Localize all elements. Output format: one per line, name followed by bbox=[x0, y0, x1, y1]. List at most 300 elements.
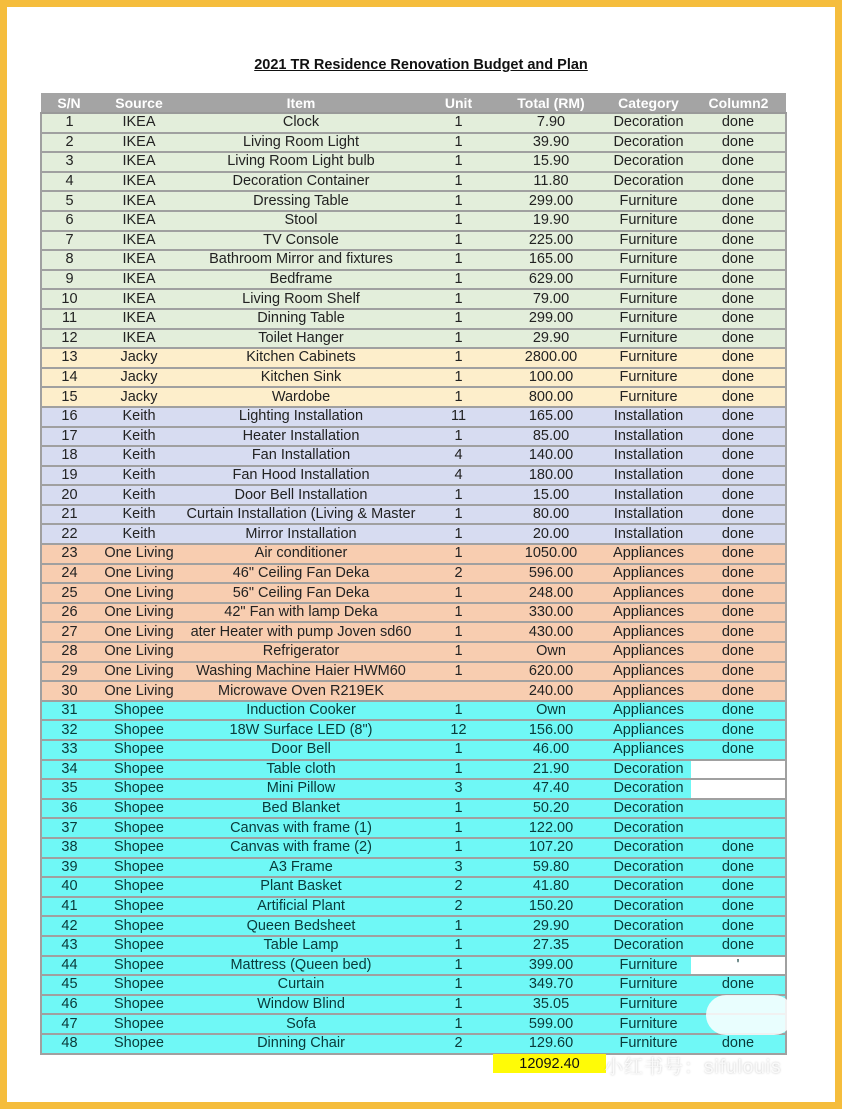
table-row[interactable] bbox=[41, 779, 786, 799]
cell-source[interactable]: Shopee bbox=[97, 956, 181, 976]
table-row[interactable] bbox=[41, 1014, 786, 1034]
cell-sn[interactable]: 9 bbox=[41, 270, 97, 290]
cell-item[interactable]: Washing Machine Haier HWM60 bbox=[181, 662, 421, 682]
cell-total[interactable]: 46.00 bbox=[496, 740, 606, 760]
cell-status[interactable]: done bbox=[691, 897, 786, 917]
cell-item[interactable]: Toilet Hanger bbox=[181, 329, 421, 349]
cell-item[interactable]: Curtain Installation (Living & Master bbox=[181, 505, 421, 525]
cell-total[interactable]: 41.80 bbox=[496, 877, 606, 897]
cell-category[interactable]: Furniture bbox=[606, 975, 691, 995]
cell-sn[interactable]: 41 bbox=[41, 897, 97, 917]
cell-status[interactable]: done bbox=[691, 466, 786, 486]
cell-status[interactable] bbox=[691, 818, 786, 838]
cell-total[interactable]: 19.90 bbox=[496, 211, 606, 231]
cell-source[interactable]: One Living bbox=[97, 564, 181, 584]
cell-item[interactable]: Wardobe bbox=[181, 387, 421, 407]
table-row[interactable] bbox=[41, 622, 786, 642]
cell-category[interactable]: Appliances bbox=[606, 701, 691, 721]
cell-source[interactable]: Shopee bbox=[97, 740, 181, 760]
cell-sn[interactable]: 21 bbox=[41, 505, 97, 525]
cell-source[interactable]: Shopee bbox=[97, 995, 181, 1015]
table-row[interactable] bbox=[41, 681, 786, 701]
cell-sn[interactable]: 31 bbox=[41, 701, 97, 721]
cell-status[interactable]: done bbox=[691, 544, 786, 564]
cell-total[interactable]: 299.00 bbox=[496, 309, 606, 329]
table-row[interactable] bbox=[41, 407, 786, 427]
cell-source[interactable]: IKEA bbox=[97, 152, 181, 172]
cell-category[interactable]: Appliances bbox=[606, 622, 691, 642]
cell-item[interactable]: 42" Fan with lamp Deka bbox=[181, 603, 421, 623]
cell-total[interactable]: 140.00 bbox=[496, 446, 606, 466]
cell-item[interactable]: Fan Hood Installation bbox=[181, 466, 421, 486]
table-row[interactable] bbox=[41, 368, 786, 388]
cell-item[interactable]: Living Room Light bbox=[181, 133, 421, 153]
cell-sn[interactable]: 5 bbox=[41, 191, 97, 211]
cell-sn[interactable]: 10 bbox=[41, 289, 97, 309]
cell-category[interactable]: Appliances bbox=[606, 564, 691, 584]
cell-source[interactable]: Shopee bbox=[97, 701, 181, 721]
cell-category[interactable]: Decoration bbox=[606, 779, 691, 799]
cell-unit[interactable]: 3 bbox=[421, 779, 496, 799]
table-row[interactable] bbox=[41, 446, 786, 466]
table-row[interactable] bbox=[41, 387, 786, 407]
cell-total[interactable]: 47.40 bbox=[496, 779, 606, 799]
cell-item[interactable]: ater Heater with pump Joven sd60 bbox=[181, 622, 421, 642]
cell-source[interactable]: Keith bbox=[97, 524, 181, 544]
cell-item[interactable]: Dressing Table bbox=[181, 191, 421, 211]
cell-sn[interactable]: 42 bbox=[41, 916, 97, 936]
cell-status[interactable]: done bbox=[691, 975, 786, 995]
cell-sn[interactable]: 6 bbox=[41, 211, 97, 231]
cell-category[interactable]: Furniture bbox=[606, 231, 691, 251]
table-row[interactable] bbox=[41, 858, 786, 878]
grand-total-cell[interactable]: 12092.40 bbox=[493, 1054, 606, 1073]
cell-item[interactable]: Living Room Shelf bbox=[181, 289, 421, 309]
cell-total[interactable]: 129.60 bbox=[496, 1034, 606, 1054]
table-row[interactable] bbox=[41, 231, 786, 251]
cell-total[interactable]: 15.90 bbox=[496, 152, 606, 172]
cell-source[interactable]: Keith bbox=[97, 446, 181, 466]
cell-unit[interactable]: 1 bbox=[421, 329, 496, 349]
table-row[interactable] bbox=[41, 505, 786, 525]
cell-total[interactable]: 156.00 bbox=[496, 720, 606, 740]
cell-category[interactable]: Installation bbox=[606, 466, 691, 486]
cell-sn[interactable]: 4 bbox=[41, 172, 97, 192]
cell-source[interactable]: Shopee bbox=[97, 779, 181, 799]
table-row[interactable] bbox=[41, 760, 786, 780]
cell-unit[interactable]: 1 bbox=[421, 505, 496, 525]
cell-sn[interactable]: 34 bbox=[41, 760, 97, 780]
cell-sn[interactable]: 22 bbox=[41, 524, 97, 544]
cell-unit[interactable]: 1 bbox=[421, 603, 496, 623]
cell-total[interactable]: 620.00 bbox=[496, 662, 606, 682]
cell-status[interactable] bbox=[691, 779, 786, 799]
table-row[interactable] bbox=[41, 720, 786, 740]
cell-item[interactable]: 56" Ceiling Fan Deka bbox=[181, 583, 421, 603]
cell-sn[interactable]: 8 bbox=[41, 250, 97, 270]
cell-unit[interactable]: 1 bbox=[421, 211, 496, 231]
cell-source[interactable]: Shopee bbox=[97, 760, 181, 780]
cell-unit[interactable]: 4 bbox=[421, 466, 496, 486]
cell-sn[interactable]: 45 bbox=[41, 975, 97, 995]
cell-sn[interactable]: 20 bbox=[41, 485, 97, 505]
cell-category[interactable]: Decoration bbox=[606, 133, 691, 153]
cell-unit[interactable]: 1 bbox=[421, 622, 496, 642]
table-row[interactable] bbox=[41, 152, 786, 172]
cell-sn[interactable]: 46 bbox=[41, 995, 97, 1015]
table-row[interactable] bbox=[41, 956, 786, 976]
cell-source[interactable]: Keith bbox=[97, 407, 181, 427]
cell-source[interactable]: Jacky bbox=[97, 387, 181, 407]
cell-sn[interactable]: 39 bbox=[41, 858, 97, 878]
table-row[interactable] bbox=[41, 662, 786, 682]
cell-sn[interactable]: 44 bbox=[41, 956, 97, 976]
cell-category[interactable]: Decoration bbox=[606, 916, 691, 936]
cell-category[interactable]: Furniture bbox=[606, 191, 691, 211]
cell-unit[interactable]: 1 bbox=[421, 191, 496, 211]
cell-source[interactable]: One Living bbox=[97, 583, 181, 603]
cell-item[interactable]: Window Blind bbox=[181, 995, 421, 1015]
cell-unit[interactable]: 1 bbox=[421, 583, 496, 603]
cell-sn[interactable]: 19 bbox=[41, 466, 97, 486]
cell-source[interactable]: One Living bbox=[97, 544, 181, 564]
cell-sn[interactable]: 17 bbox=[41, 427, 97, 447]
cell-category[interactable]: Installation bbox=[606, 485, 691, 505]
table-row[interactable] bbox=[41, 583, 786, 603]
cell-category[interactable]: Furniture bbox=[606, 329, 691, 349]
cell-source[interactable]: Shopee bbox=[97, 1034, 181, 1054]
cell-sn[interactable]: 1 bbox=[41, 113, 97, 133]
cell-sn[interactable]: 11 bbox=[41, 309, 97, 329]
table-row[interactable] bbox=[41, 818, 786, 838]
cell-sn[interactable]: 47 bbox=[41, 1014, 97, 1034]
cell-item[interactable]: Living Room Light bulb bbox=[181, 152, 421, 172]
table-row[interactable] bbox=[41, 485, 786, 505]
cell-item[interactable]: Air conditioner bbox=[181, 544, 421, 564]
cell-status[interactable]: done bbox=[691, 485, 786, 505]
cell-unit[interactable]: 2 bbox=[421, 564, 496, 584]
cell-item[interactable]: Induction Cooker bbox=[181, 701, 421, 721]
cell-category[interactable]: Furniture bbox=[606, 368, 691, 388]
cell-unit[interactable]: 2 bbox=[421, 897, 496, 917]
cell-total[interactable]: 165.00 bbox=[496, 250, 606, 270]
cell-unit[interactable]: 3 bbox=[421, 858, 496, 878]
column-header-sn[interactable]: S/N bbox=[41, 93, 97, 113]
cell-item[interactable]: Mirror Installation bbox=[181, 524, 421, 544]
cell-item[interactable]: Queen Bedsheet bbox=[181, 916, 421, 936]
cell-total[interactable]: 39.90 bbox=[496, 133, 606, 153]
cell-category[interactable]: Furniture bbox=[606, 289, 691, 309]
cell-status[interactable]: done bbox=[691, 348, 786, 368]
cell-category[interactable]: Installation bbox=[606, 446, 691, 466]
cell-category[interactable]: Furniture bbox=[606, 211, 691, 231]
cell-status[interactable]: done bbox=[691, 407, 786, 427]
cell-item[interactable]: Curtain bbox=[181, 975, 421, 995]
cell-category[interactable]: Decoration bbox=[606, 818, 691, 838]
cell-unit[interactable]: 1 bbox=[421, 799, 496, 819]
cell-category[interactable]: Installation bbox=[606, 524, 691, 544]
cell-total[interactable]: 1050.00 bbox=[496, 544, 606, 564]
column-header-category[interactable]: Category bbox=[606, 93, 691, 113]
cell-item[interactable]: Door Bell Installation bbox=[181, 485, 421, 505]
cell-source[interactable]: IKEA bbox=[97, 270, 181, 290]
table-row[interactable] bbox=[41, 838, 786, 858]
cell-item[interactable]: Dinning Chair bbox=[181, 1034, 421, 1054]
cell-source[interactable]: Shopee bbox=[97, 916, 181, 936]
table-row[interactable] bbox=[41, 348, 786, 368]
cell-total[interactable]: 35.05 bbox=[496, 995, 606, 1015]
cell-status[interactable]: done bbox=[691, 250, 786, 270]
cell-sn[interactable]: 7 bbox=[41, 231, 97, 251]
table-row[interactable] bbox=[41, 466, 786, 486]
table-row[interactable] bbox=[41, 544, 786, 564]
cell-unit[interactable]: 1 bbox=[421, 427, 496, 447]
cell-category[interactable]: Decoration bbox=[606, 838, 691, 858]
cell-source[interactable]: IKEA bbox=[97, 250, 181, 270]
cell-source[interactable]: Jacky bbox=[97, 368, 181, 388]
cell-unit[interactable]: 1 bbox=[421, 740, 496, 760]
table-row[interactable] bbox=[41, 270, 786, 290]
cell-total[interactable]: 599.00 bbox=[496, 1014, 606, 1034]
cell-category[interactable]: Installation bbox=[606, 407, 691, 427]
cell-total[interactable]: 330.00 bbox=[496, 603, 606, 623]
cell-total[interactable]: 349.70 bbox=[496, 975, 606, 995]
table-row[interactable] bbox=[41, 740, 786, 760]
cell-status[interactable]: done bbox=[691, 681, 786, 701]
cell-sn[interactable]: 24 bbox=[41, 564, 97, 584]
cell-status[interactable]: done bbox=[691, 720, 786, 740]
cell-sn[interactable]: 15 bbox=[41, 387, 97, 407]
cell-category[interactable]: Furniture bbox=[606, 956, 691, 976]
cell-unit[interactable]: 1 bbox=[421, 818, 496, 838]
cell-status[interactable]: done bbox=[691, 427, 786, 447]
cell-total[interactable]: 800.00 bbox=[496, 387, 606, 407]
cell-unit[interactable]: 1 bbox=[421, 270, 496, 290]
cell-category[interactable]: Decoration bbox=[606, 897, 691, 917]
cell-category[interactable]: Appliances bbox=[606, 642, 691, 662]
cell-category[interactable]: Furniture bbox=[606, 1034, 691, 1054]
cell-status[interactable]: done bbox=[691, 524, 786, 544]
table-row[interactable] bbox=[41, 191, 786, 211]
cell-status[interactable]: done bbox=[691, 583, 786, 603]
cell-total[interactable]: 150.20 bbox=[496, 897, 606, 917]
table-row[interactable] bbox=[41, 995, 786, 1015]
cell-unit[interactable]: 1 bbox=[421, 387, 496, 407]
cell-source[interactable]: IKEA bbox=[97, 191, 181, 211]
cell-item[interactable]: Table Lamp bbox=[181, 936, 421, 956]
cell-total[interactable]: 2800.00 bbox=[496, 348, 606, 368]
cell-status[interactable]: done bbox=[691, 329, 786, 349]
cell-total[interactable]: 59.80 bbox=[496, 858, 606, 878]
cell-sn[interactable]: 40 bbox=[41, 877, 97, 897]
cell-item[interactable]: Clock bbox=[181, 113, 421, 133]
cell-total[interactable]: 299.00 bbox=[496, 191, 606, 211]
cell-source[interactable]: Shopee bbox=[97, 858, 181, 878]
cell-sn[interactable]: 28 bbox=[41, 642, 97, 662]
cell-total[interactable]: 122.00 bbox=[496, 818, 606, 838]
cell-unit[interactable]: 11 bbox=[421, 407, 496, 427]
column-header-total[interactable]: Total (RM) bbox=[496, 93, 606, 113]
cell-source[interactable]: Shopee bbox=[97, 936, 181, 956]
cell-status[interactable]: done bbox=[691, 289, 786, 309]
cell-item[interactable]: A3 Frame bbox=[181, 858, 421, 878]
cell-sn[interactable]: 30 bbox=[41, 681, 97, 701]
cell-unit[interactable]: 1 bbox=[421, 956, 496, 976]
cell-item[interactable]: Decoration Container bbox=[181, 172, 421, 192]
cell-total[interactable]: Own bbox=[496, 642, 606, 662]
cell-source[interactable]: Shopee bbox=[97, 799, 181, 819]
cell-unit[interactable]: 1 bbox=[421, 524, 496, 544]
cell-source[interactable]: One Living bbox=[97, 622, 181, 642]
cell-total[interactable]: 107.20 bbox=[496, 838, 606, 858]
cell-sn[interactable]: 27 bbox=[41, 622, 97, 642]
cell-status[interactable]: done bbox=[691, 858, 786, 878]
cell-sn[interactable]: 32 bbox=[41, 720, 97, 740]
cell-item[interactable]: Heater Installation bbox=[181, 427, 421, 447]
cell-total[interactable]: 240.00 bbox=[496, 681, 606, 701]
cell-category[interactable]: Decoration bbox=[606, 760, 691, 780]
cell-category[interactable]: Appliances bbox=[606, 740, 691, 760]
cell-total[interactable]: 165.00 bbox=[496, 407, 606, 427]
cell-status[interactable]: done bbox=[691, 701, 786, 721]
cell-category[interactable]: Decoration bbox=[606, 858, 691, 878]
cell-item[interactable]: Mattress (Queen bed) bbox=[181, 956, 421, 976]
cell-category[interactable]: Furniture bbox=[606, 387, 691, 407]
cell-unit[interactable]: 1 bbox=[421, 1014, 496, 1034]
cell-unit[interactable]: 1 bbox=[421, 309, 496, 329]
cell-total[interactable]: 180.00 bbox=[496, 466, 606, 486]
cell-category[interactable]: Decoration bbox=[606, 799, 691, 819]
table-row[interactable] bbox=[41, 897, 786, 917]
cell-source[interactable]: Shopee bbox=[97, 818, 181, 838]
cell-category[interactable]: Furniture bbox=[606, 348, 691, 368]
column-header-unit[interactable]: Unit bbox=[421, 93, 496, 113]
table-row[interactable] bbox=[41, 172, 786, 192]
cell-source[interactable]: Shopee bbox=[97, 975, 181, 995]
cell-status[interactable]: done bbox=[691, 877, 786, 897]
cell-category[interactable]: Decoration bbox=[606, 936, 691, 956]
cell-status[interactable]: done bbox=[691, 662, 786, 682]
cell-total[interactable]: 225.00 bbox=[496, 231, 606, 251]
table-row[interactable] bbox=[41, 975, 786, 995]
cell-status[interactable]: done bbox=[691, 152, 786, 172]
cell-source[interactable]: Jacky bbox=[97, 348, 181, 368]
cell-sn[interactable]: 16 bbox=[41, 407, 97, 427]
cell-item[interactable]: Plant Basket bbox=[181, 877, 421, 897]
cell-total[interactable]: 15.00 bbox=[496, 485, 606, 505]
cell-total[interactable]: 21.90 bbox=[496, 760, 606, 780]
cell-total[interactable]: 50.20 bbox=[496, 799, 606, 819]
table-row[interactable] bbox=[41, 329, 786, 349]
cell-unit[interactable]: 1 bbox=[421, 113, 496, 133]
cell-total[interactable]: 100.00 bbox=[496, 368, 606, 388]
cell-item[interactable]: Mini Pillow bbox=[181, 779, 421, 799]
cell-sn[interactable]: 13 bbox=[41, 348, 97, 368]
cell-total[interactable]: 629.00 bbox=[496, 270, 606, 290]
cell-sn[interactable]: 29 bbox=[41, 662, 97, 682]
cell-total[interactable]: Own bbox=[496, 701, 606, 721]
cell-source[interactable]: Shopee bbox=[97, 838, 181, 858]
cell-status[interactable]: done bbox=[691, 838, 786, 858]
cell-unit[interactable]: 1 bbox=[421, 348, 496, 368]
cell-sn[interactable]: 3 bbox=[41, 152, 97, 172]
cell-sn[interactable]: 33 bbox=[41, 740, 97, 760]
table-row[interactable] bbox=[41, 564, 786, 584]
cell-item[interactable]: Bed Blanket bbox=[181, 799, 421, 819]
cell-source[interactable]: IKEA bbox=[97, 231, 181, 251]
cell-status[interactable]: done bbox=[691, 505, 786, 525]
cell-status[interactable]: ' bbox=[691, 956, 786, 976]
cell-unit[interactable]: 4 bbox=[421, 446, 496, 466]
cell-total[interactable]: 85.00 bbox=[496, 427, 606, 447]
cell-category[interactable]: Appliances bbox=[606, 544, 691, 564]
cell-item[interactable]: Bedframe bbox=[181, 270, 421, 290]
table-row[interactable] bbox=[41, 524, 786, 544]
cell-category[interactable]: Appliances bbox=[606, 662, 691, 682]
cell-total[interactable]: 29.90 bbox=[496, 329, 606, 349]
cell-source[interactable]: Shopee bbox=[97, 1014, 181, 1034]
cell-status[interactable]: done bbox=[691, 309, 786, 329]
cell-source[interactable]: Keith bbox=[97, 466, 181, 486]
table-row[interactable] bbox=[41, 916, 786, 936]
cell-item[interactable]: Sofa bbox=[181, 1014, 421, 1034]
cell-item[interactable]: Lighting Installation bbox=[181, 407, 421, 427]
cell-sn[interactable]: 35 bbox=[41, 779, 97, 799]
cell-status[interactable]: done bbox=[691, 368, 786, 388]
cell-sn[interactable]: 26 bbox=[41, 603, 97, 623]
cell-unit[interactable]: 1 bbox=[421, 544, 496, 564]
table-row[interactable] bbox=[41, 211, 786, 231]
cell-sn[interactable]: 37 bbox=[41, 818, 97, 838]
cell-status[interactable]: done bbox=[691, 642, 786, 662]
cell-unit[interactable]: 2 bbox=[421, 1034, 496, 1054]
cell-status[interactable]: done bbox=[691, 622, 786, 642]
cell-unit[interactable]: 1 bbox=[421, 642, 496, 662]
cell-status[interactable]: done bbox=[691, 916, 786, 936]
cell-item[interactable]: Stool bbox=[181, 211, 421, 231]
cell-status[interactable]: done bbox=[691, 564, 786, 584]
table-row[interactable] bbox=[41, 603, 786, 623]
cell-item[interactable]: Artificial Plant bbox=[181, 897, 421, 917]
cell-sn[interactable]: 36 bbox=[41, 799, 97, 819]
cell-status[interactable]: done bbox=[691, 1034, 786, 1054]
cell-category[interactable]: Furniture bbox=[606, 995, 691, 1015]
cell-unit[interactable]: 1 bbox=[421, 936, 496, 956]
table-row[interactable] bbox=[41, 133, 786, 153]
cell-sn[interactable]: 12 bbox=[41, 329, 97, 349]
table-row[interactable] bbox=[41, 309, 786, 329]
cell-sn[interactable]: 25 bbox=[41, 583, 97, 603]
cell-category[interactable]: Decoration bbox=[606, 152, 691, 172]
table-row[interactable] bbox=[41, 877, 786, 897]
cell-item[interactable]: Microwave Oven R219EK bbox=[181, 681, 421, 701]
cell-item[interactable]: Canvas with frame (1) bbox=[181, 818, 421, 838]
column-header-column2[interactable]: Column2 bbox=[691, 93, 786, 113]
cell-source[interactable]: IKEA bbox=[97, 289, 181, 309]
cell-unit[interactable]: 1 bbox=[421, 250, 496, 270]
cell-sn[interactable]: 48 bbox=[41, 1034, 97, 1054]
table-row[interactable] bbox=[41, 250, 786, 270]
cell-source[interactable]: One Living bbox=[97, 681, 181, 701]
cell-unit[interactable]: 12 bbox=[421, 720, 496, 740]
cell-source[interactable]: One Living bbox=[97, 662, 181, 682]
cell-sn[interactable]: 18 bbox=[41, 446, 97, 466]
table-row[interactable] bbox=[41, 427, 786, 447]
cell-category[interactable]: Furniture bbox=[606, 309, 691, 329]
cell-sn[interactable]: 23 bbox=[41, 544, 97, 564]
cell-total[interactable]: 79.00 bbox=[496, 289, 606, 309]
table-row[interactable] bbox=[41, 289, 786, 309]
